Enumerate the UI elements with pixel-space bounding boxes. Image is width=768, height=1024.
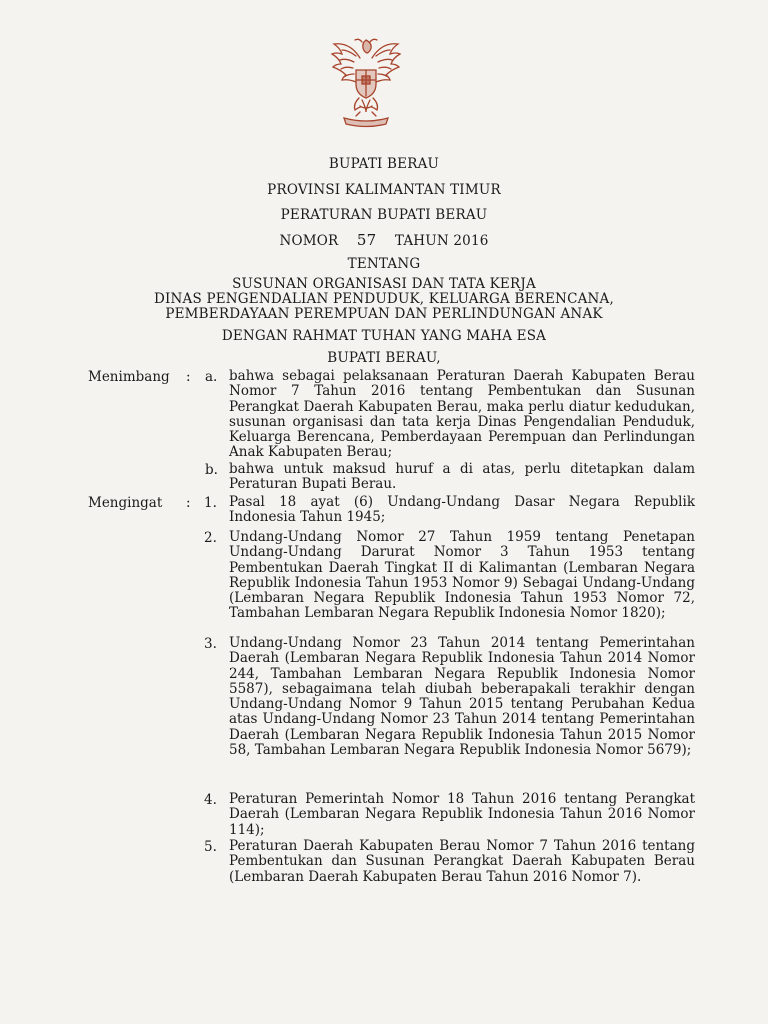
mengingat-item-1: Pasal 18 ayat (6) Undang-Undang Dasar Negara Republik Indonesia Tahun 1945; bbox=[229, 494, 695, 526]
menimbang-marker-b: b. bbox=[205, 462, 218, 478]
mengingat-item-2: Undang-Undang Nomor 27 Tahun 1959 tentang Penetapan Undang-Undang Darurat Nomor 3 Tahun 1953 tentang Pembentukan Daerah Tingkat II di Kalimantan (Lembaran Negara Republik Indonesia Tahun 1953 Nomor 9) Sebagai Undang-Undang (Lembaran Negara Republik Indonesia Tahun 1953 Nomor 72, Tambahan Lembaran Negara Republik Indonesia Nomor 1820); bbox=[229, 529, 695, 622]
subject-line-3: PEMBERDAYAAN PEREMPUAN DAN PERLINDUNGAN ANAK bbox=[165, 306, 603, 322]
addressee: BUPATI BERAU, bbox=[327, 350, 441, 366]
mengingat-colon: : bbox=[186, 495, 191, 511]
authority-title: BUPATI BERAU bbox=[328, 156, 440, 172]
mengingat-item-5: Peraturan Daerah Kabupaten Berau Nomor 7 Tahun 2016 tentang Pembentukan dan Susunan Perangkat Daerah Kabupaten Berau (Lembaran Daerah Kabupaten Berau Tahun 2016 Nomor 7). bbox=[229, 838, 695, 885]
province-title: PROVINSI KALIMANTAN TIMUR bbox=[267, 182, 501, 198]
about-label: TENTANG bbox=[347, 256, 421, 272]
subject-line-2: DINAS PENGENDALIAN PENDUDUK, KELUARGA BERENCANA, bbox=[153, 291, 614, 307]
garuda-emblem-icon bbox=[326, 34, 406, 130]
subject-line-1: SUSUNAN ORGANISASI DAN TATA KERJA bbox=[232, 276, 536, 292]
mengingat-marker-2: 2. bbox=[204, 530, 217, 546]
mengingat-label: Mengingat bbox=[88, 495, 163, 511]
number-label: NOMOR bbox=[279, 233, 339, 249]
mengingat-marker-4: 4. bbox=[204, 792, 217, 808]
menimbang-colon: : bbox=[186, 369, 191, 385]
menimbang-item-a: bahwa sebagai pelaksanaan Peraturan Daerah Kabupaten Berau Nomor 7 Tahun 2016 tentang Pembentukan dan Susunan Perangkat Daerah Kabupaten Berau, maka perlu diatur kedudukan, susunan organisasi dan tata kerja Dinas Pengendalian Penduduk, Keluarga Berencana, Pemberdayaan Perempuan dan Perlindungan Anak Kabupaten Berau; bbox=[229, 368, 695, 461]
invocation: DENGAN RAHMAT TUHAN YANG MAHA ESA bbox=[221, 328, 547, 344]
number-value: 57 bbox=[356, 231, 377, 249]
menimbang-label: Menimbang bbox=[88, 369, 170, 385]
menimbang-marker-a: a. bbox=[205, 369, 218, 385]
mengingat-marker-1: 1. bbox=[204, 495, 217, 511]
mengingat-marker-5: 5. bbox=[204, 839, 217, 855]
menimbang-item-b: bahwa untuk maksud huruf a di atas, perlu ditetapkan dalam Peraturan Bupati Berau. bbox=[229, 461, 695, 493]
regulation-number-line bbox=[0, 231, 768, 249]
regulation-type: PERATURAN BUPATI BERAU bbox=[280, 207, 488, 223]
mengingat-marker-3: 3. bbox=[204, 636, 217, 652]
year-label: TAHUN 2016 bbox=[394, 233, 489, 249]
mengingat-item-3: Undang-Undang Nomor 23 Tahun 2014 tentang Pemerintahan Daerah (Lembaran Negara Republik Indonesia Tahun 2014 Nomor 244, Tambahan Lembaran Negara Republik Indonesia Nomor 5587), sebagaimana telah diubah beberapakali terakhir dengan Undang-Undang Nomor 9 Tahun 2015 tentang Perubahan Kedua atas Undang-Undang Nomor 23 Tahun 2014 tentang Pemerintahan Daerah (Lembaran Negara Republik Indonesia Tahun 2015 Nomor 58, Tambahan Lembaran Negara Republik Indonesia Nomor 5679); bbox=[229, 635, 695, 759]
mengingat-item-4: Peraturan Pemerintah Nomor 18 Tahun 2016 tentang Perangkat Daerah (Lembaran Negara Republik Indonesia Tahun 2016 Nomor 114); bbox=[229, 791, 695, 838]
